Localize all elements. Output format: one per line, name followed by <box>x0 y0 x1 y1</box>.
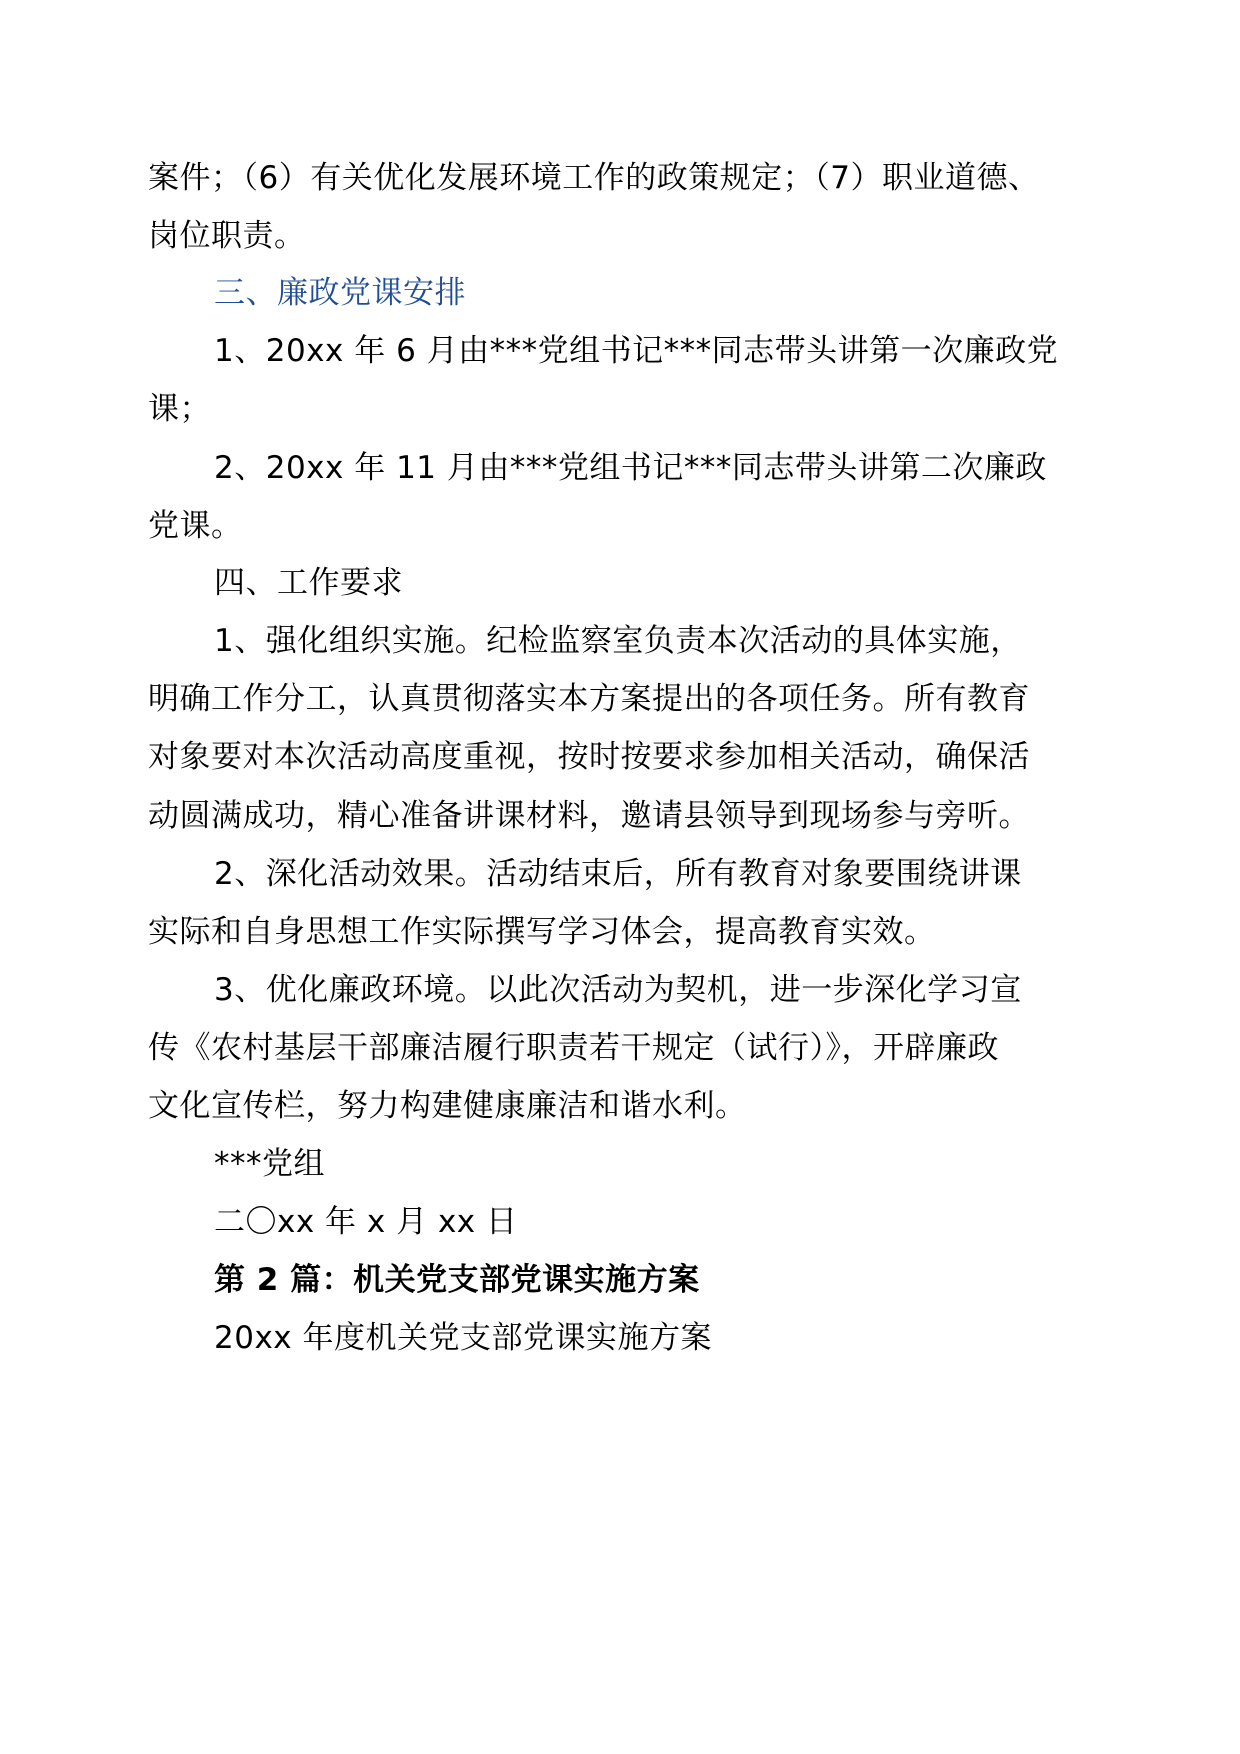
body-text-line: 传《农村基层干部廉洁履行职责若干规定（试行）》，开辟廉政 <box>148 1030 999 1066</box>
section-heading-4: 四、工作要求 <box>214 565 403 601</box>
section-heading-3: 三、廉政党课安排 <box>214 275 466 311</box>
body-text-line: 对象要对本次活动高度重视，按时按要求参加相关活动，确保活 <box>148 739 1030 775</box>
body-text-line: 2、深化活动效果。活动结束后，所有教育对象要围绕讲课 <box>214 856 1022 892</box>
body-text-line: 动圆满成功，精心准备讲课材料，邀请县领导到现场参与旁听。 <box>148 798 1030 834</box>
article-title: 第 2 篇：机关党支部党课实施方案 <box>214 1262 700 1298</box>
body-text-line: 课； <box>148 391 211 427</box>
signature-date: 二〇xx 年 x 月 xx 日 <box>214 1204 518 1240</box>
body-text-line: 2、20xx 年 11 月由***党组书记***同志带头讲第二次廉政 <box>214 450 1047 486</box>
body-text-line: 1、强化组织实施。纪检监察室负责本次活动的具体实施， <box>214 623 1022 659</box>
body-text-line: 文化宣传栏，努力构建健康廉洁和谐水利。 <box>148 1088 747 1124</box>
body-text-line: 明确工作分工，认真贯彻落实本方案提出的各项任务。所有教育 <box>148 681 1030 717</box>
body-text-line: 1、20xx 年 6 月由***党组书记***同志带头讲第一次廉政党 <box>214 333 1059 369</box>
body-text-line: 案件；（6）有关优化发展环境工作的政策规定；（7）职业道德、 <box>148 160 1040 196</box>
signature-org: ***党组 <box>214 1146 325 1182</box>
body-text-line: 3、优化廉政环境。以此次活动为契机，进一步深化学习宣 <box>214 972 1022 1008</box>
body-text-line: 实际和自身思想工作实际撰写学习体会，提高教育实效。 <box>148 914 936 950</box>
article-subtitle: 20xx 年度机关党支部党课实施方案 <box>214 1320 712 1356</box>
body-text-line: 岗位职责。 <box>148 218 306 254</box>
body-text-line: 党课。 <box>148 508 243 544</box>
